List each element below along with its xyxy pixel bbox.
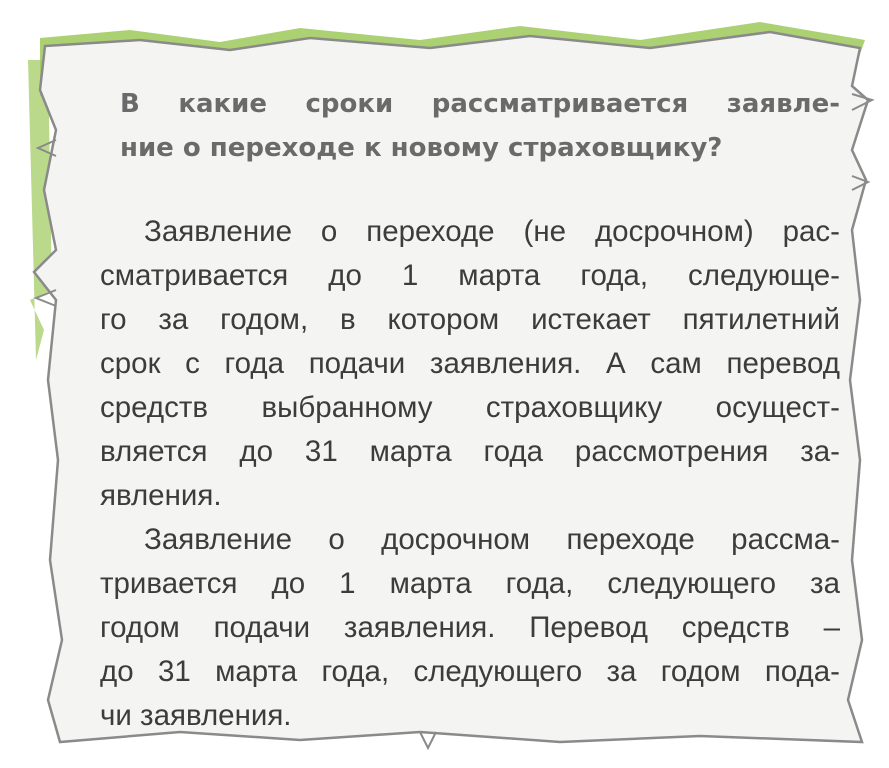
answer-paragraph-1 — [100, 210, 840, 518]
answer-line: годом подачи заявления. Перевод средств – — [100, 611, 840, 644]
answer-line: Заявление о досрочном переходе рассма- — [144, 523, 840, 556]
answer-line: явления. — [100, 479, 222, 512]
question-line: В какие сроки рассматривается заявле- — [120, 89, 840, 119]
answer-line: го за годом, в котором истекает пятилетний — [100, 303, 840, 336]
question-heading — [120, 82, 840, 170]
text-content — [100, 82, 840, 738]
answer-line: средств выбранному страховщику осущест- — [100, 391, 840, 424]
answer-line: вляется до 31 марта года рассмотрения за- — [100, 435, 840, 468]
answer-line: сматривается до 1 марта года, следующе- — [100, 259, 840, 292]
answer-line: до 31 марта года, следующего за годом пода- — [100, 655, 840, 688]
question-line: ние о переходе к новому страховщику? — [120, 133, 723, 163]
answer-paragraph-2 — [100, 518, 840, 738]
answer-line: тривается до 1 марта года, следующего за — [100, 567, 840, 600]
answer-line: Заявление о переходе (не досрочном) рас- — [144, 215, 840, 248]
answer-line: срок с года подачи заявления. А сам перевод — [100, 347, 840, 380]
answer-line: чи заявления. — [100, 699, 292, 732]
